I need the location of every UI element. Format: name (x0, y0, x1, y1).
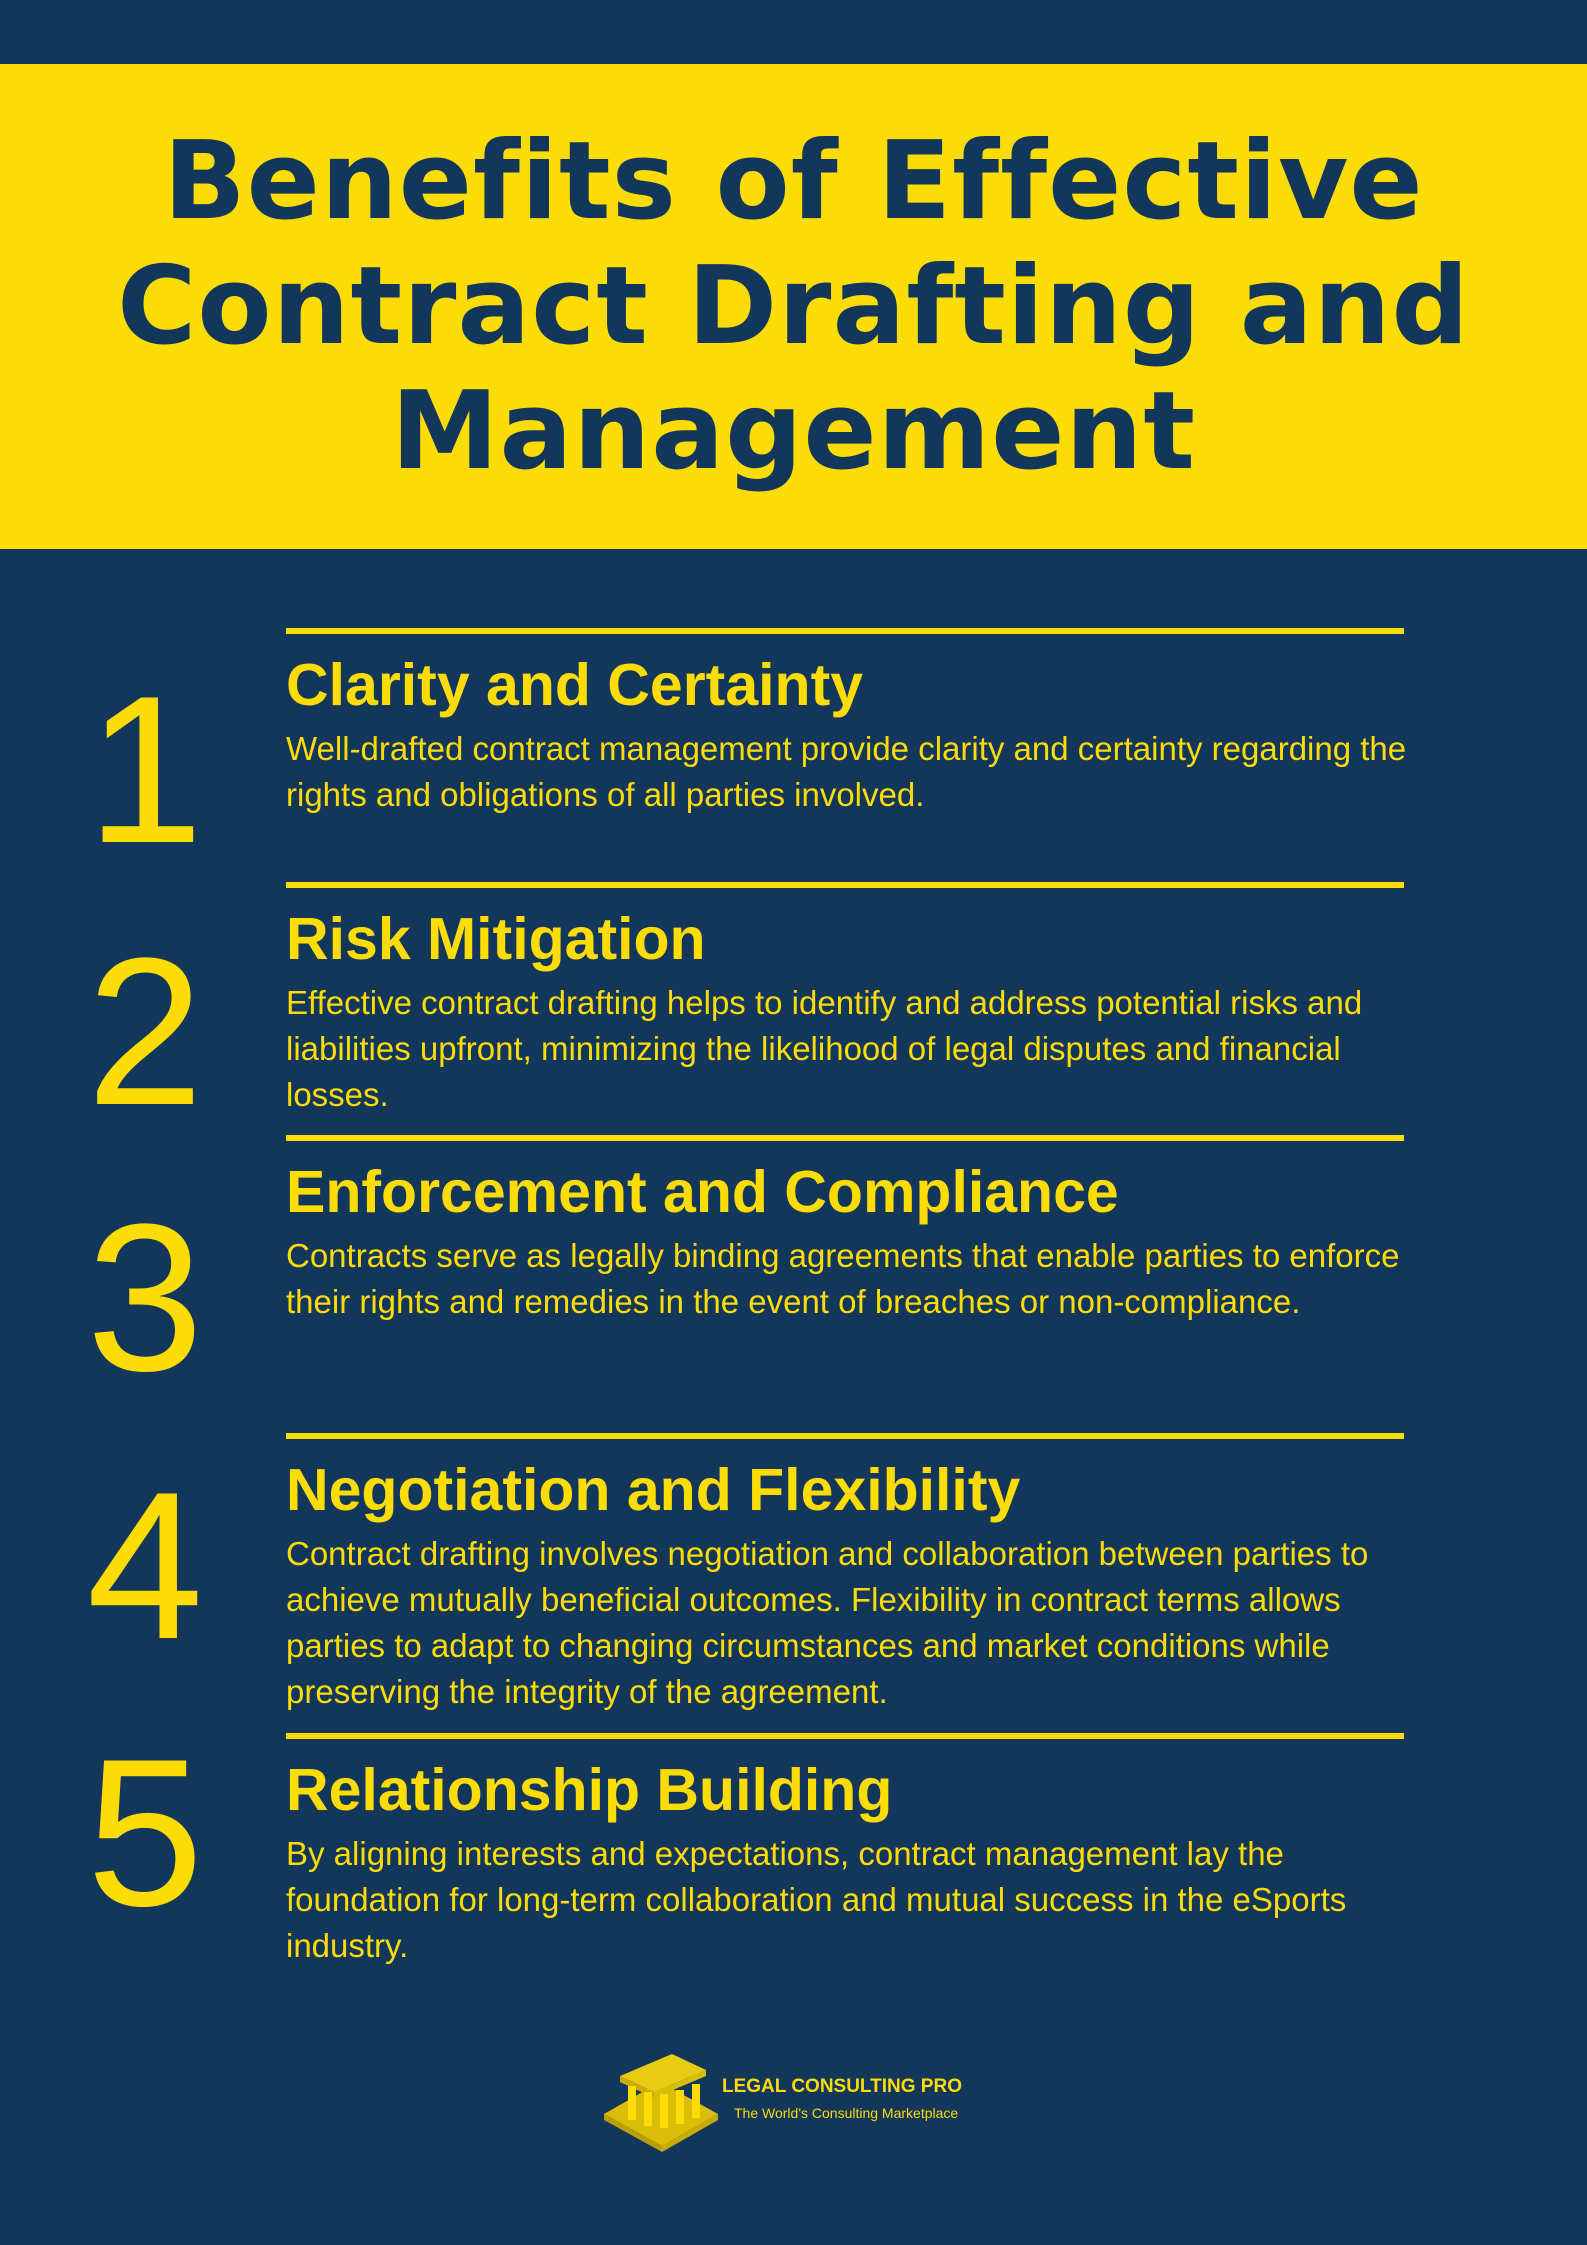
brand-name: LEGAL CONSULTING PRO (722, 2076, 962, 2097)
benefit-heading: Enforcement and Compliance (286, 1159, 1119, 1225)
benefit-number: 2 (86, 914, 204, 1149)
benefit-number: 4 (86, 1448, 204, 1683)
benefit-heading: Clarity and Certainty (286, 652, 864, 718)
benefit-description: Contracts serve as legally binding agreements that enable parties to enforce their rights and remedies in the event of breaches or non-compliance. (286, 1237, 1400, 1320)
divider-rule (286, 1433, 1404, 1439)
divider-rule (286, 882, 1404, 888)
page-title: Benefits of Effective Contract Drafting and Management (117, 119, 1470, 494)
benefit-number: 5 (86, 1715, 204, 1950)
benefit-number: 3 (86, 1180, 204, 1415)
courthouse-icon (602, 2052, 722, 2152)
title-banner (0, 64, 1587, 549)
benefit-heading: Negotiation and Flexibility (286, 1457, 1021, 1523)
benefit-heading: Risk Mitigation (286, 906, 706, 972)
benefit-heading: Relationship Building (286, 1757, 893, 1823)
benefit-description: Effective contract drafting helps to identify and address potential risks and liabilities upfront, minimizing the likelihood of legal disputes and financial losses. (286, 984, 1363, 1113)
divider-rule (286, 1135, 1404, 1141)
divider-rule (286, 1733, 1404, 1739)
benefit-description: Contract drafting involves negotiation and collaboration between parties to achieve mutually beneficial outcomes. Flexibility in contract terms allows parties to adapt to changing circumstances and market conditions while preserving the integrity of the agreement. (286, 1535, 1369, 1710)
brand-tagline: The World's Consulting Marketplace (734, 2105, 959, 2121)
divider-rule (286, 628, 1404, 634)
benefit-description: By aligning interests and expectations, contract management lay the foundation for long-term collaboration and mutual success in the eSports industry. (286, 1835, 1347, 1964)
benefit-description: Well-drafted contract management provide clarity and certainty regarding the rights and obligations of all parties involved. (286, 730, 1407, 813)
brand-logo (602, 2052, 1022, 2152)
benefit-number: 1 (86, 652, 204, 887)
